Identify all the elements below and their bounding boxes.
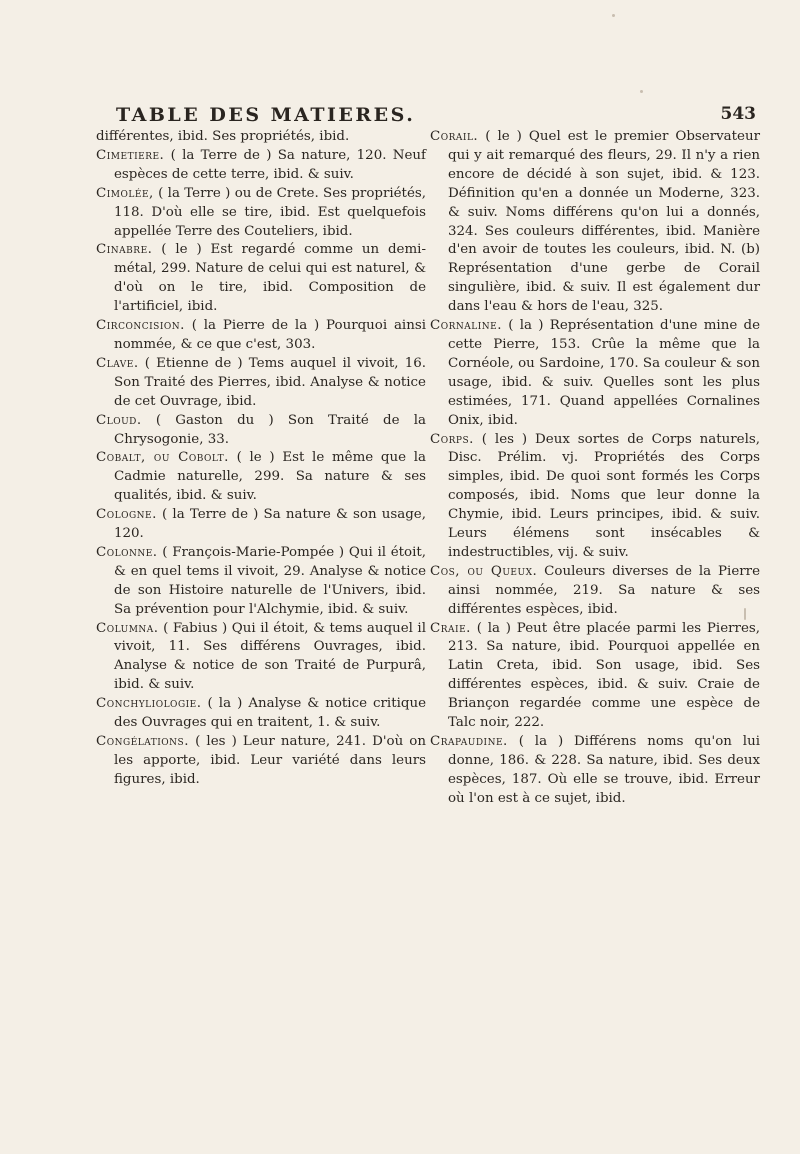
entry-text: ( le ) Est regardé comme un demi-métal, 299. Nature de celui qui est naturel, & d'où on le tire, ibid. Composition de l'artificiel, ibid.	[114, 242, 426, 315]
header-title: TABLE DES MATIERES.	[116, 104, 416, 126]
entry-headword: Crapaudine.	[430, 734, 508, 749]
entry-headword: Conchyliologie.	[96, 696, 202, 712]
index-entry	[430, 128, 760, 317]
index-entry	[96, 733, 426, 790]
entry-headword: Craie.	[430, 620, 471, 636]
entry-headword: Cos, ou Queux.	[430, 563, 538, 579]
paper-speck	[640, 90, 643, 93]
index-entry	[430, 620, 760, 733]
index-entry	[430, 733, 760, 809]
entry-headword: Corail.	[430, 129, 479, 144]
entry-text: ( la ) Différens noms qu'on lui donne, 186. & 228. Sa nature, ibid. Ses deux espèces, 187. Où elle se trouve, ibid. Erreur où l'on est à ce sujet, ibid.	[448, 734, 760, 806]
entry-headword: Columna.	[96, 620, 159, 636]
index-entry	[96, 695, 426, 733]
page-number: 543	[720, 104, 756, 124]
entry-text: ( la Terre de ) Sa nature, 120. Neuf espèces de cette terre, ibid. & suiv.	[114, 147, 426, 182]
index-entry	[96, 412, 426, 450]
index-column-right	[430, 128, 760, 809]
entry-headword: Cimetiere.	[96, 147, 165, 163]
entry-headword: Cornaline.	[430, 318, 503, 334]
index-entry	[430, 317, 760, 430]
index-entry	[96, 355, 426, 412]
entry-text: différentes, ibid. Ses propriétés, ibid.	[96, 129, 350, 144]
entry-headword: Congélations.	[96, 734, 189, 749]
index-entry	[96, 620, 426, 696]
entry-text: ( le ) Quel est le premier Observateur qui y ait remarqué des fleurs, 29. Il n'y a rien encore de décidé à son sujet, ibid. & 123. Définition qu'en a donnée un Moderne, 323. & suiv. Noms différens qu'on lui a donnés, 324. Ses couleurs différentes, ibid. Manière d'en avoir de toutes les couleurs, ibid. N. (b) Représentation d'une gerbe de Corail singulière, ibid. & suiv. Il est également dur dans l'eau & hors de l'eau, 325.	[448, 129, 760, 315]
entry-headword: Clave.	[96, 355, 139, 371]
entry-text: ( Etienne de ) Tems auquel il vivoit, 16. Son Traité des Pierres, ibid. Analyse & notice de cet Ouvrage, ibid.	[114, 355, 426, 409]
entry-headword: Colonne.	[96, 544, 158, 560]
index-entry	[96, 185, 426, 242]
entry-text: ( la Pierre de la ) Pourquoi ainsi nommée, & ce que c'est, 303.	[114, 318, 426, 352]
paper-speck	[744, 608, 746, 620]
entry-headword: Corps.	[430, 431, 474, 447]
entry-text: Couleurs diverses de la Pierre ainsi nommée, 219. Sa nature & ses différentes espèces, ibid.	[448, 563, 760, 617]
index-entry	[96, 128, 426, 147]
entry-headword: Cologne.	[96, 507, 157, 523]
entry-headword: Cobalt, ou Cobolt.	[96, 450, 229, 466]
index-entry	[96, 317, 426, 355]
index-entry	[430, 563, 760, 620]
entry-headword: Cinabre.	[96, 242, 153, 258]
entry-headword: Cloud.	[96, 412, 142, 428]
entry-text: ( la ) Représentation d'une mine de cette Pierre, 153. Crûe la même que la Cornéole, ou Sardoine, 170. Sa couleur & son usage, ibid. & suiv. Quelles sont les plus estimées, 171. Quand appellées Cornalines Onix, ibid.	[448, 318, 760, 428]
entry-text: ( les ) Leur nature, 241. D'où on les apporte, ibid. Leur variété dans leurs figures, ibid.	[114, 734, 426, 787]
index-entry	[430, 431, 760, 563]
entry-text: ( Fabius ) Qui il étoit, & tems auquel il vivoit, 11. Ses différens Ouvrages, ibid. Analyse & notice de son Traité de Purpurâ, ibid. & suiv.	[114, 620, 426, 693]
index-entry	[96, 506, 426, 544]
index-entry	[96, 449, 426, 506]
index-entry	[96, 147, 426, 185]
entry-headword: Cimolée,	[96, 185, 154, 201]
entry-text: ( la ) Analyse & notice critique des Ouvrages qui en traitent, 1. & suiv.	[114, 696, 426, 731]
entry-text: ( la ) Peut être placée parmi les Pierres, 213. Sa nature, ibid. Pourquoi appellée en Latin Creta, ibid. Son usage, ibid. Ses différentes espèces, ibid. & suiv. Craie de Briançon regardée comme une espèce de Talc noir, 222.	[448, 620, 760, 731]
index-column-left	[96, 128, 426, 790]
entry-text: ( le ) Est le même que la Cadmie naturelle, 299. Sa nature & ses qualités, ibid. & suiv.	[114, 450, 426, 504]
entry-text: ( les ) Deux sortes de Corps naturels, Disc. Prélim. vj. Propriétés des Corps simples, ibid. De quoi sont formés les Corps composés, ibid. Noms que leur donne la Chymie, ibid. Leurs principes, ibid. & suiv. Leurs élémens sont insécables & indestructibles, vij. & suiv.	[448, 431, 760, 560]
entry-text: ( François-Marie-Pompée ) Qui il étoit, & en quel tems il vivoit, 29. Analyse & notice de son Histoire naturelle de l'Univers, ibid. Sa prévention pour l'Alchymie, ibid. & suiv.	[114, 544, 427, 617]
entry-text: ( la Terre ) ou de Crete. Ses propriétés, 118. D'où elle se tire, ibid. Est quelquefois appellée Terre des Couteliers, ibid.	[114, 185, 426, 239]
entry-headword: Circoncision.	[96, 318, 185, 334]
index-entry	[96, 544, 426, 620]
entry-text: ( Gaston du ) Son Traité de la Chrysogonie, 33.	[114, 412, 426, 447]
entry-text: ( la Terre de ) Sa nature & son usage, 120.	[114, 507, 426, 542]
index-entry	[96, 241, 426, 317]
paper-speck	[612, 14, 615, 17]
